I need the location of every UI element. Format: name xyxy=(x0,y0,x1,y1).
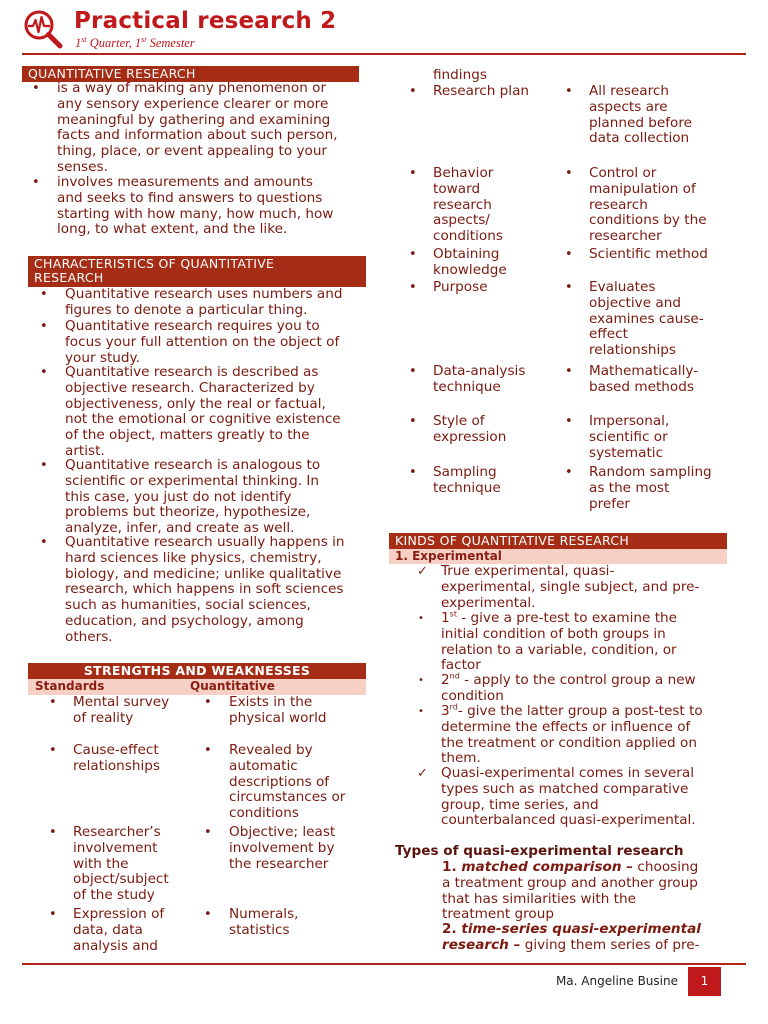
text-line: starting with how many, how much, how xyxy=(57,205,334,222)
text-line: automatic xyxy=(229,757,298,774)
text-line: Mathematically- xyxy=(589,363,699,379)
text-line: involvement xyxy=(73,839,158,856)
text-line: based methods xyxy=(589,378,694,395)
text-line: Sampling xyxy=(433,464,497,480)
text-line: Research plan xyxy=(433,83,530,99)
text-line: is a way of making any phenomenon or xyxy=(57,80,327,96)
text-line: Researcher’s xyxy=(73,824,161,840)
bullet: • xyxy=(40,535,48,550)
text-line: data, data xyxy=(73,921,143,938)
table-cell-quantitative xyxy=(589,247,708,263)
text-line: analyze, infer, and create as well. xyxy=(65,520,295,537)
text-line: education, and psychology, among xyxy=(65,612,304,629)
page-title: Practical research 2 xyxy=(74,8,337,34)
text-line: counterbalanced quasi-experimental. xyxy=(441,812,696,829)
table-header-row xyxy=(28,679,366,695)
table-cell-standards xyxy=(433,465,501,497)
bullet: • xyxy=(409,247,417,262)
text-line: involvement by xyxy=(229,839,335,856)
text-line: scientific or experimental thinking. In xyxy=(65,472,320,489)
bullet: • xyxy=(565,247,573,262)
text-line: descriptions of xyxy=(229,773,330,790)
kinds-step-1: 1st - give a pre-test to examine the initial condition of both groups in relation to a variable, condition, or factor xyxy=(441,609,678,674)
section-heading-quantitative: QUANTITATIVE RESEARCH xyxy=(22,66,359,82)
table-cell-standards xyxy=(433,84,529,100)
text-line: types such as matched comparative xyxy=(441,780,689,797)
table-cell-standards xyxy=(433,364,525,396)
bullet: • xyxy=(418,706,424,717)
section-heading-strengths: STRENGTHS AND WEAKNESSES xyxy=(28,663,366,679)
text-line: objective research. Characterized by xyxy=(65,379,315,396)
text-line: relationships xyxy=(589,342,676,359)
kinds-check-2 xyxy=(441,766,696,829)
text-line: treatment group xyxy=(442,906,554,923)
table-cell-quantitative xyxy=(589,280,704,359)
text-line: conditions xyxy=(433,228,503,245)
bullet: • xyxy=(565,84,573,99)
text-line: Scientific method xyxy=(589,246,708,262)
text-line: this case, you just do not identify xyxy=(65,488,292,505)
header-rule xyxy=(22,53,746,55)
bullet: • xyxy=(32,81,40,96)
table-cell-quantitative xyxy=(589,465,712,512)
char-bullet-5 xyxy=(65,535,345,646)
text-line: biology, and medicine; unlike qualitative xyxy=(65,565,342,582)
text-line: Style of xyxy=(433,413,485,429)
bullet: • xyxy=(49,907,57,922)
table-cell-standards xyxy=(433,247,507,279)
text-line: aspects/ xyxy=(433,212,490,229)
text-line: initial condition of both groups in xyxy=(441,625,666,642)
bullet: • xyxy=(418,613,424,624)
text-line: expression xyxy=(433,428,507,445)
subheading-experimental: 1. Experimental xyxy=(389,549,727,564)
table-cell-quantitative xyxy=(229,907,299,939)
text-line: of the object, matters greatly to the xyxy=(65,427,310,444)
text-line: Numerals, xyxy=(229,906,299,922)
text-line: any sensory experience clearer or more xyxy=(57,95,329,112)
table-cell-standards xyxy=(433,414,506,446)
text-line: Quantitative research is analogous to xyxy=(65,457,321,473)
char-bullet-3 xyxy=(65,365,341,460)
text-line: others. xyxy=(65,628,113,645)
text-line: figures to denote a particular thing. xyxy=(65,301,308,318)
text-line: statistics xyxy=(229,921,290,938)
text-line: scientific or xyxy=(589,428,668,445)
text-line: experimental. xyxy=(441,594,536,611)
text-line: the treatment or condition applied on xyxy=(441,734,697,751)
kinds-step-2: 2nd - apply to the control group a new condition xyxy=(441,671,696,704)
text-line: relationships xyxy=(73,757,160,774)
text-line: research xyxy=(433,196,492,213)
bullet: • xyxy=(565,166,573,181)
text-line: with the xyxy=(73,855,129,872)
footer-rule xyxy=(22,963,746,965)
bullet: • xyxy=(418,675,424,686)
table-cell-standards xyxy=(73,825,169,904)
text-line: Quasi-experimental comes in several xyxy=(441,765,694,781)
table-cell-quantitative xyxy=(229,743,345,822)
text-line: researcher xyxy=(589,228,662,245)
page-subtitle: 1st Quarter, 1st Semester xyxy=(75,34,195,50)
table-cell-quantitative xyxy=(589,364,698,396)
text-line: determine the effects or influence of xyxy=(441,718,691,735)
text-line: senses. xyxy=(57,158,108,175)
bullet: • xyxy=(409,280,417,295)
text-line: effect xyxy=(589,326,628,343)
text-line: Exists in the xyxy=(229,694,313,710)
table-cell-quantitative xyxy=(589,414,669,461)
text-line: thing, place, or event appealing to your xyxy=(57,143,328,160)
text-line: object/subject xyxy=(73,871,169,888)
quant-bullet-2 xyxy=(57,175,333,238)
text-line: technique xyxy=(433,378,501,395)
text-line: Data-analysis xyxy=(433,363,526,379)
text-line: planned before xyxy=(589,114,693,131)
kinds-step-3: 3rd- give the latter group a post-test to determine the effects or influence of the treatment or condition applied on them. xyxy=(441,702,703,767)
text-line: that has similarities with the xyxy=(442,890,636,907)
bullet: • xyxy=(565,364,573,379)
table-cell-quantitative xyxy=(229,825,335,872)
text-line: condition xyxy=(441,687,504,704)
text-line: Revealed by xyxy=(229,742,313,758)
page-number: 1 xyxy=(688,967,721,996)
text-line: as the most xyxy=(589,479,670,496)
column-header-quantitative: Quantitative xyxy=(190,679,275,693)
text-line: Quantitative research requires you to xyxy=(65,318,320,334)
text-line: examines cause- xyxy=(589,310,704,327)
table-cell-quantitative xyxy=(589,84,692,147)
text-line: manipulation of xyxy=(589,180,696,197)
text-line: Cause-effect xyxy=(73,742,159,758)
section-heading-kinds: KINDS OF QUANTITATIVE RESEARCH xyxy=(389,533,727,549)
table-cell-standards xyxy=(73,743,160,775)
text-line: Behavior xyxy=(433,165,494,181)
kinds-check-1 xyxy=(441,564,699,611)
text-line: toward xyxy=(433,180,481,197)
text-line: focus your full attention on the object of xyxy=(65,333,340,350)
section-heading-characteristics: CHARACTERISTICS OF QUANTITATIVE RESEARCH xyxy=(28,256,366,287)
text-line: research xyxy=(589,196,648,213)
char-bullet-2 xyxy=(65,319,339,366)
text-line: experimental, single subject, and pre- xyxy=(441,578,700,595)
bullet: • xyxy=(49,743,57,758)
text-line: data collection xyxy=(589,130,690,147)
table-cell-standards xyxy=(73,907,164,954)
text-line: Evaluates xyxy=(589,279,656,295)
table-cell-quantitative xyxy=(589,166,707,245)
bullet: • xyxy=(409,84,417,99)
bullet: • xyxy=(49,825,57,840)
table-cell-standards xyxy=(433,166,503,245)
bullet: • xyxy=(409,465,417,480)
bullet: • xyxy=(40,365,48,380)
text-line: and seeks to find answers to questions xyxy=(57,189,323,206)
types-heading: Types of quasi-experimental research xyxy=(395,843,684,859)
text-line: prefer xyxy=(589,495,631,512)
text-line: systematic xyxy=(589,444,664,461)
text-line: technique xyxy=(433,479,501,496)
text-line: hard sciences like physics, chemistry, xyxy=(65,549,322,566)
text-line: knowledge xyxy=(433,261,507,278)
text-line: of the study xyxy=(73,887,155,904)
text-line: relation to a variable, condition, or xyxy=(441,641,677,658)
text-line: objective and xyxy=(589,294,681,311)
text-line: your study. xyxy=(65,349,140,366)
bullet: • xyxy=(565,414,573,429)
char-bullet-1 xyxy=(65,287,343,319)
bullet: • xyxy=(204,695,212,710)
text-line: Quantitative research usually happens in xyxy=(65,534,345,550)
table-cell-quantitative xyxy=(229,695,326,727)
text-line: the researcher xyxy=(229,855,329,872)
text-line: not the emotional or cognitive existence xyxy=(65,411,341,428)
bullet: • xyxy=(409,166,417,181)
text-line: Obtaining xyxy=(433,246,500,262)
text-line: Quantitative research uses numbers and xyxy=(65,286,343,302)
text-line: aspects are xyxy=(589,98,668,115)
text-line: Impersonal, xyxy=(589,413,670,429)
bullet: • xyxy=(409,364,417,379)
bullet: • xyxy=(204,907,212,922)
text-line: facts and information about such person, xyxy=(57,127,338,144)
text-line: factor xyxy=(441,657,481,674)
type-matched-comparison: 1. matched comparison – choosing a treatment group and another group that has similarities with the treatment group xyxy=(442,859,699,923)
text-line: Control or xyxy=(589,165,657,181)
table-cell-continued: findings xyxy=(433,67,487,83)
column-header-standards: Standards xyxy=(35,679,105,693)
check-icon: ✓ xyxy=(417,564,428,579)
text-line: group, time series, and xyxy=(441,796,599,813)
text-line: circumstances or xyxy=(229,789,346,806)
text-line: objectiveness, only the real or factual, xyxy=(65,395,326,412)
text-line: analysis and xyxy=(73,937,158,954)
text-line: physical world xyxy=(229,709,327,726)
type-time-series: 2. time-series quasi-experimental research – giving them series of pre- xyxy=(442,921,701,953)
text-line: Quantitative research is described as xyxy=(65,364,319,380)
text-line: them. xyxy=(441,750,481,767)
author-name: Ma. Angeline Busine xyxy=(555,974,678,988)
table-cell-standards xyxy=(433,280,488,296)
char-bullet-4 xyxy=(65,458,320,537)
text-line: such as humanities, social sciences, xyxy=(65,597,311,614)
text-line: Objective; least xyxy=(229,824,336,840)
bullet: • xyxy=(32,175,40,190)
text-line: Mental survey xyxy=(73,694,170,710)
bullet: • xyxy=(204,825,212,840)
table-cell-standards xyxy=(73,695,169,727)
text-line: meaningful by gathering and examining xyxy=(57,111,331,128)
bullet: • xyxy=(40,287,48,302)
check-icon: ✓ xyxy=(417,766,428,781)
text-line: research, which happens in soft sciences xyxy=(65,581,344,598)
bullet: • xyxy=(409,414,417,429)
text-line: Expression of xyxy=(73,906,165,922)
text-line: conditions xyxy=(229,805,299,822)
magnifier-pulse-logo-icon xyxy=(22,8,66,52)
text-line: a treatment group and another group xyxy=(442,874,698,891)
bullet: • xyxy=(40,319,48,334)
text-line: Random sampling xyxy=(589,464,712,480)
quant-bullet-1 xyxy=(57,81,338,176)
bullet: • xyxy=(565,280,573,295)
text-line: problems but theorize, hypothesize, xyxy=(65,504,311,521)
text-line: All research xyxy=(589,83,669,99)
text-line: artist. xyxy=(65,442,105,459)
text-line: Purpose xyxy=(433,279,488,295)
text-line: involves measurements and amounts xyxy=(57,174,314,190)
bullet: • xyxy=(565,465,573,480)
bullet: • xyxy=(49,695,57,710)
text-line: conditions by the xyxy=(589,212,707,229)
text-line: True experimental, quasi- xyxy=(441,563,615,579)
text-line: long, to what extent, and the like. xyxy=(57,221,288,238)
text-line: of reality xyxy=(73,709,134,726)
bullet: • xyxy=(204,743,212,758)
bullet: • xyxy=(40,458,48,473)
